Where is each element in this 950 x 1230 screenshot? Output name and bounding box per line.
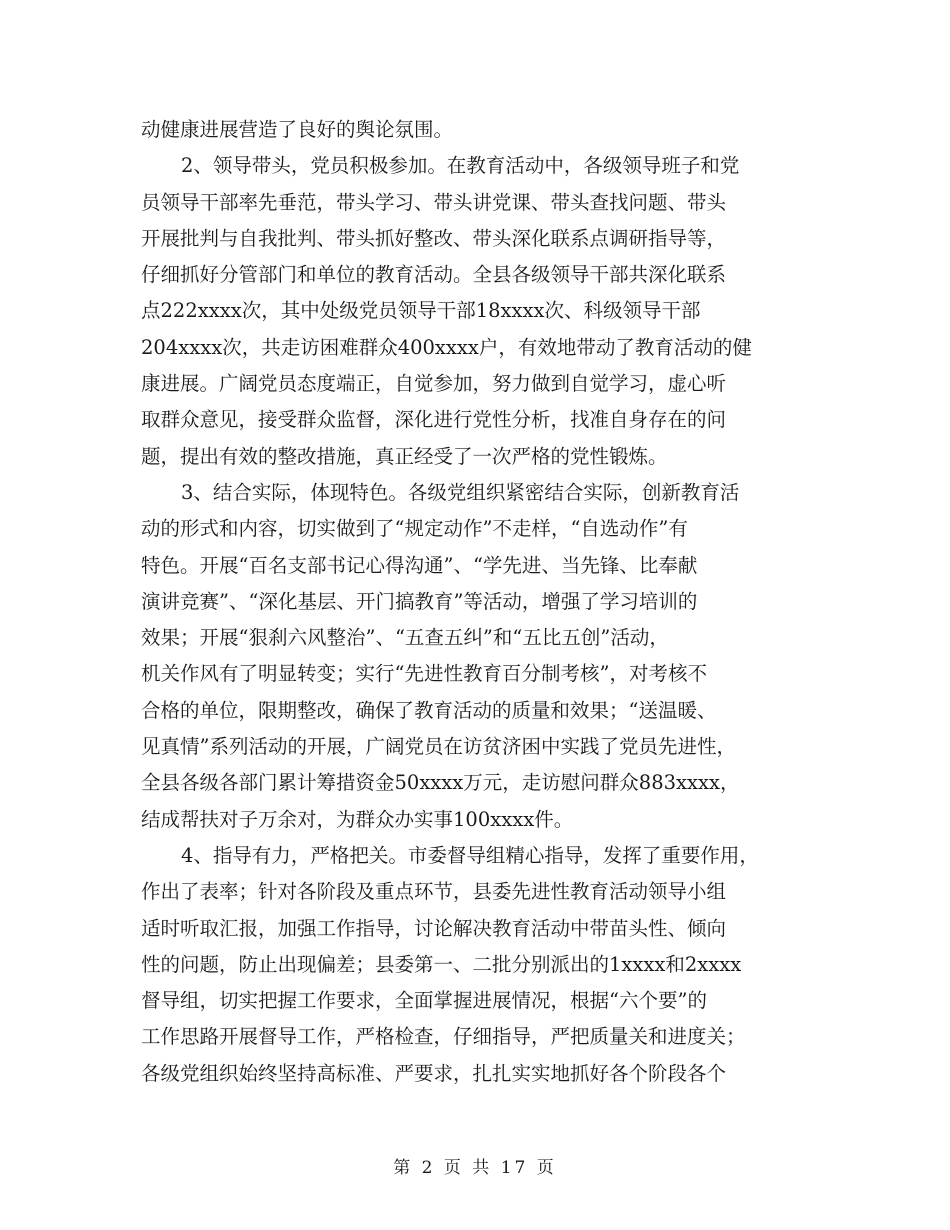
text-line: 机关作风有了明显转变；实行“先进性教育百分制考核”，对考核不 xyxy=(141,662,707,686)
page-footer: 第 2 页 共 17 页 xyxy=(393,1158,557,1178)
text-line: 动健康进展营造了良好的舆论氛围。 xyxy=(141,118,454,141)
text-line: 康进展。广阔党员态度端正，自觉参加，努力做到自觉学习，虚心听 xyxy=(141,372,727,396)
text-line: 全县各级各部门累计筹措资金50xxxx万元，走访慰问群众883xxxx， xyxy=(141,771,740,795)
paragraph-start-line: 2、领导带头，党员积极参加。在教育活动中，各级领导班子和党 xyxy=(181,154,740,178)
paragraph-start-line: 4、指导有力，严格把关。市委督导组精心指导，发挥了重要作用， xyxy=(181,843,759,867)
text-line: 204xxxx次，共走访困难群众400xxxx户，有效地带动了教育活动的健 xyxy=(141,335,752,359)
text-line: 点222xxxx次，其中处级党员领导干部18xxxx次、科级领导干部 xyxy=(141,299,701,323)
text-line: 工作思路开展督导工作，严格检查，仔细指导，严把质量关和进度关； xyxy=(141,1025,746,1049)
text-line: 员领导干部率先垂范，带头学习、带头讲党课、带头查找问题、带头 xyxy=(141,190,727,214)
text-line: 见真情”系列活动的开展，广阔党员在访贫济困中实践了党员先进性， xyxy=(141,735,736,759)
text-line: 开展批判与自我批判、带头抓好整改、带头深化联系点调研指导等， xyxy=(141,226,727,250)
text-line: 性的问题，防止出现偏差；县委第一、二批分别派出的1xxxx和2xxxx xyxy=(141,952,742,976)
text-line: 演讲竞赛”、“深化基层、开门搞教育”等活动，增强了学习培训的 xyxy=(141,589,698,613)
text-line: 适时听取汇报，加强工作指导，讨论解决教育活动中带苗头性、倾向 xyxy=(141,916,727,940)
text-line: 特色。开展“百名支部书记心得沟通”、“学先进、当先锋、比奉献 xyxy=(141,553,698,577)
text-line: 题，提出有效的整改措施，真正经受了一次严格的党性锻炼。 xyxy=(141,444,668,468)
body-text xyxy=(141,112,811,1092)
text-line: 合格的单位，限期整改，确保了教育活动的质量和效果；“送温暖、 xyxy=(141,698,717,722)
text-line: 作出了表率；针对各阶段及重点环节，县委先进性教育活动领导小组 xyxy=(141,880,727,904)
text-line: 动的形式和内容，切实做到了“规定动作”不走样，“自选动作”有 xyxy=(141,517,688,541)
text-line: 仔细抓好分管部门和单位的教育活动。全县各级领导干部共深化联系 xyxy=(141,263,727,287)
paragraph-start-line: 3、结合实际，体现特色。各级党组织紧密结合实际，创新教育活 xyxy=(181,480,740,504)
text-line: 督导组，切实把握工作要求，全面掌握进展情况，根据“六个要”的 xyxy=(141,989,707,1013)
text-line: 结成帮扶对子万余对，为群众办实事100xxxx件。 xyxy=(141,807,574,831)
text-line: 各级党组织始终坚持高标准、严要求，扎扎实实地抓好各个阶段各个 xyxy=(141,1061,727,1085)
text-line: 取群众意见，接受群众监督，深化进行党性分析，找准自身存在的问 xyxy=(141,408,727,432)
text-line: 效果；开展“狠刹六风整治”、“五查五纠”和“五比五创”活动， xyxy=(141,626,669,650)
